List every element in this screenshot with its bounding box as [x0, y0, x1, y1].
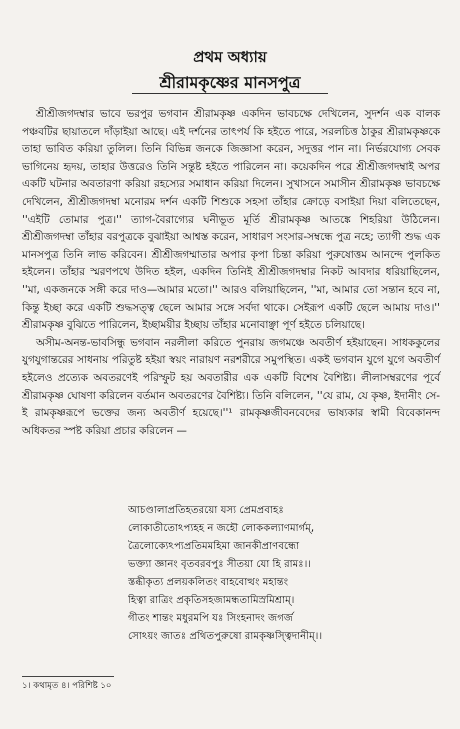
body-text — [22, 106, 440, 440]
verse-line-6: হিত্বা রাত্রিং প্রকৃতিসহজামন্ধতামিস্রমিশ্রাম্। — [128, 595, 295, 606]
chapter-title: শ্রীরামকৃষ্ণের মানসপুত্র — [159, 73, 301, 92]
sanskrit-verse — [128, 502, 446, 646]
verse-line-4: ভক্ত্যা জ্ঞানং বৃতবরবপুঃ সীতয়া যো হি রামঃ।। — [128, 559, 311, 570]
paragraph-2: অসীম-অনন্ত-ভাবসিন্ধু ভগবান নরলীলা করিতে পুনরায় জগমঞ্চে অবতীর্ণ হইয়াছেন। সাধককুলের যুগযুগান্তরের সাধনায় পরিতুষ্ট হইয়া স্বয়ং নারায়ণ নরশরীরে সমুপস্থিত। একই ভগবান যুগে যুগে অবতীর্ণ হইলেও প্রত্যেক অবতরণেই পরিস্ফুট হয় অবতারীর এক একটি বিশেষ বৈশিষ্ট্য। লীলাসম্বরণের পূর্বে শ্রীরামকৃষ্ণ ঘোষণা করিলেন বর্তমান অবতরণের বৈশিষ্ট্য। তিনি বলিলেন, ''যে রাম, যে কৃষ্ণ, ইদানীং সে-ই রামকৃষ্ণরূপে ভক্তের জন্য অবতীর্ণ হয়েছে।''¹ রামকৃষ্ণজীবনবেদের ভাষ্যকার স্বামী বিবেকানন্দ অধিকতর স্পষ্ট করিয়া প্রচার করিলেন — — [22, 336, 440, 437]
verse-line-1: আচণ্ডালাপ্রতিহতরয়ো যস্য প্রেমপ্রবাহঃ — [128, 505, 284, 516]
footnote: ১। কথামৃত ৪। পরিশিষ্ট ১০ — [22, 681, 112, 691]
verse-line-7: গীতং শান্তং মধুরমপি যঃ সিংহনাদং জগর্জ — [128, 613, 294, 624]
verse-line-3: ত্রৈলোক্যেঽপ্যপ্রতিমমহিমা জানকীপ্রাণবন্ধো — [128, 541, 300, 552]
paragraph-1: শ্রীশ্রীজগদম্বার ভাবে ভরপুর ভগবান শ্রীরামকৃষ্ণ একদিন ভাবচক্ষে দেখিলেন, সুদর্শন এক বালক পঞ্চবটির ছায়াতলে দাঁড়াইয়া আছে। এই দর্শনের তাৎপর্য কি হইতে পারে, সরলচিত্ত ঠাকুর শ্রীরামকৃষ্ণকে তাহা ভাবিত করিয়া তুলিল। তিনি বিভিন্ন জনকে জিজ্ঞাসা করেন, সদুত্তর পান না। নির্ভরযোগ্য সেবক ভাগিনেয় হৃদয়, তাহার উত্তরেও তিনি সন্তুষ্ট হইতে পারিলেন না। কয়েকদিন পরে শ্রীশ্রীজগদম্বাই অপর একটি ঘটনার অবতারণা করিয়া রহস্যের সমাধান করিয়া দিলেন। সুখাসনে সমাসীন শ্রীরামকৃষ্ণ ভাবচক্ষে দেখিলেন, শ্রীশ্রীজগদম্বা মনোরম দর্শন একটি শিশুকে সহসা তাঁহার ক্রোড়ে বসাইয়া দিয়া বলিতেছেন, ''এইটি তোমার পুত্র।'' ত্যাগ-বৈরাগ্যের ঘনীভূত মূর্তি শ্রীরামকৃষ্ণ আতঙ্কে শিহরিয়া উঠিলেন। শ্রীশ্রীজগদম্বা তাঁহার বরপুত্রকে বুঝাইয়া আশ্বস্ত করেন, সাধারণ সংসার-সম্বন্ধে পুত্র নহে; ত্যাগী শুদ্ধ এক মানসপুত্র তিনি লাভ করিবেন। শ্রীশ্রীজগম্মাতার অপার কৃপা চিন্তা করিয়া পুরুষোত্তম আনন্দে পুলকিত হইলেন। তাঁহার স্মরণপথে উদিত হইল, একদিন তিনিই শ্রীশ্রীজগদম্বার নিকট আবদার ধরিয়াছিলেন, ''মা, একজনকে সঙ্গী করে দাও—আমার মতো।'' আরও বলিয়াছিলেন, ''মা, আমার তো সন্তান হবে না, কিন্তু ইচ্ছা করে একটি শুদ্ধসত্ত্ব ছেলে আমার সঙ্গে সর্বদা থাকে। সেইরূপ একটি ছেলে আমায় দাও।'' শ্রীরামকৃষ্ণ বুঝিতে পারিলেন, ইচ্ছাময়ীর ইচ্ছায় তাঁহার মনোবাঞ্ছা পূর্ণ হইতে চলিয়াছে। — [22, 108, 440, 332]
verse-line-2: লোকাতীতোঽপ্যহহ ন জহৌ লোককল্যাণমার্গম্, — [128, 523, 315, 534]
verse-line-5: স্তব্ধীকৃত্য প্রলয়কলিতং বাহবোত্থং মহান্তং — [128, 577, 289, 588]
footnote-rule — [22, 676, 114, 677]
chapter-heading: প্রথম অধ্যায় — [193, 48, 267, 66]
verse-line-8: সোঽয়ং জাতঃ প্রথিতপুরুষো রামকৃষ্ণস্ত্বিদানীম্।। — [128, 631, 323, 642]
title-underline — [132, 93, 328, 94]
